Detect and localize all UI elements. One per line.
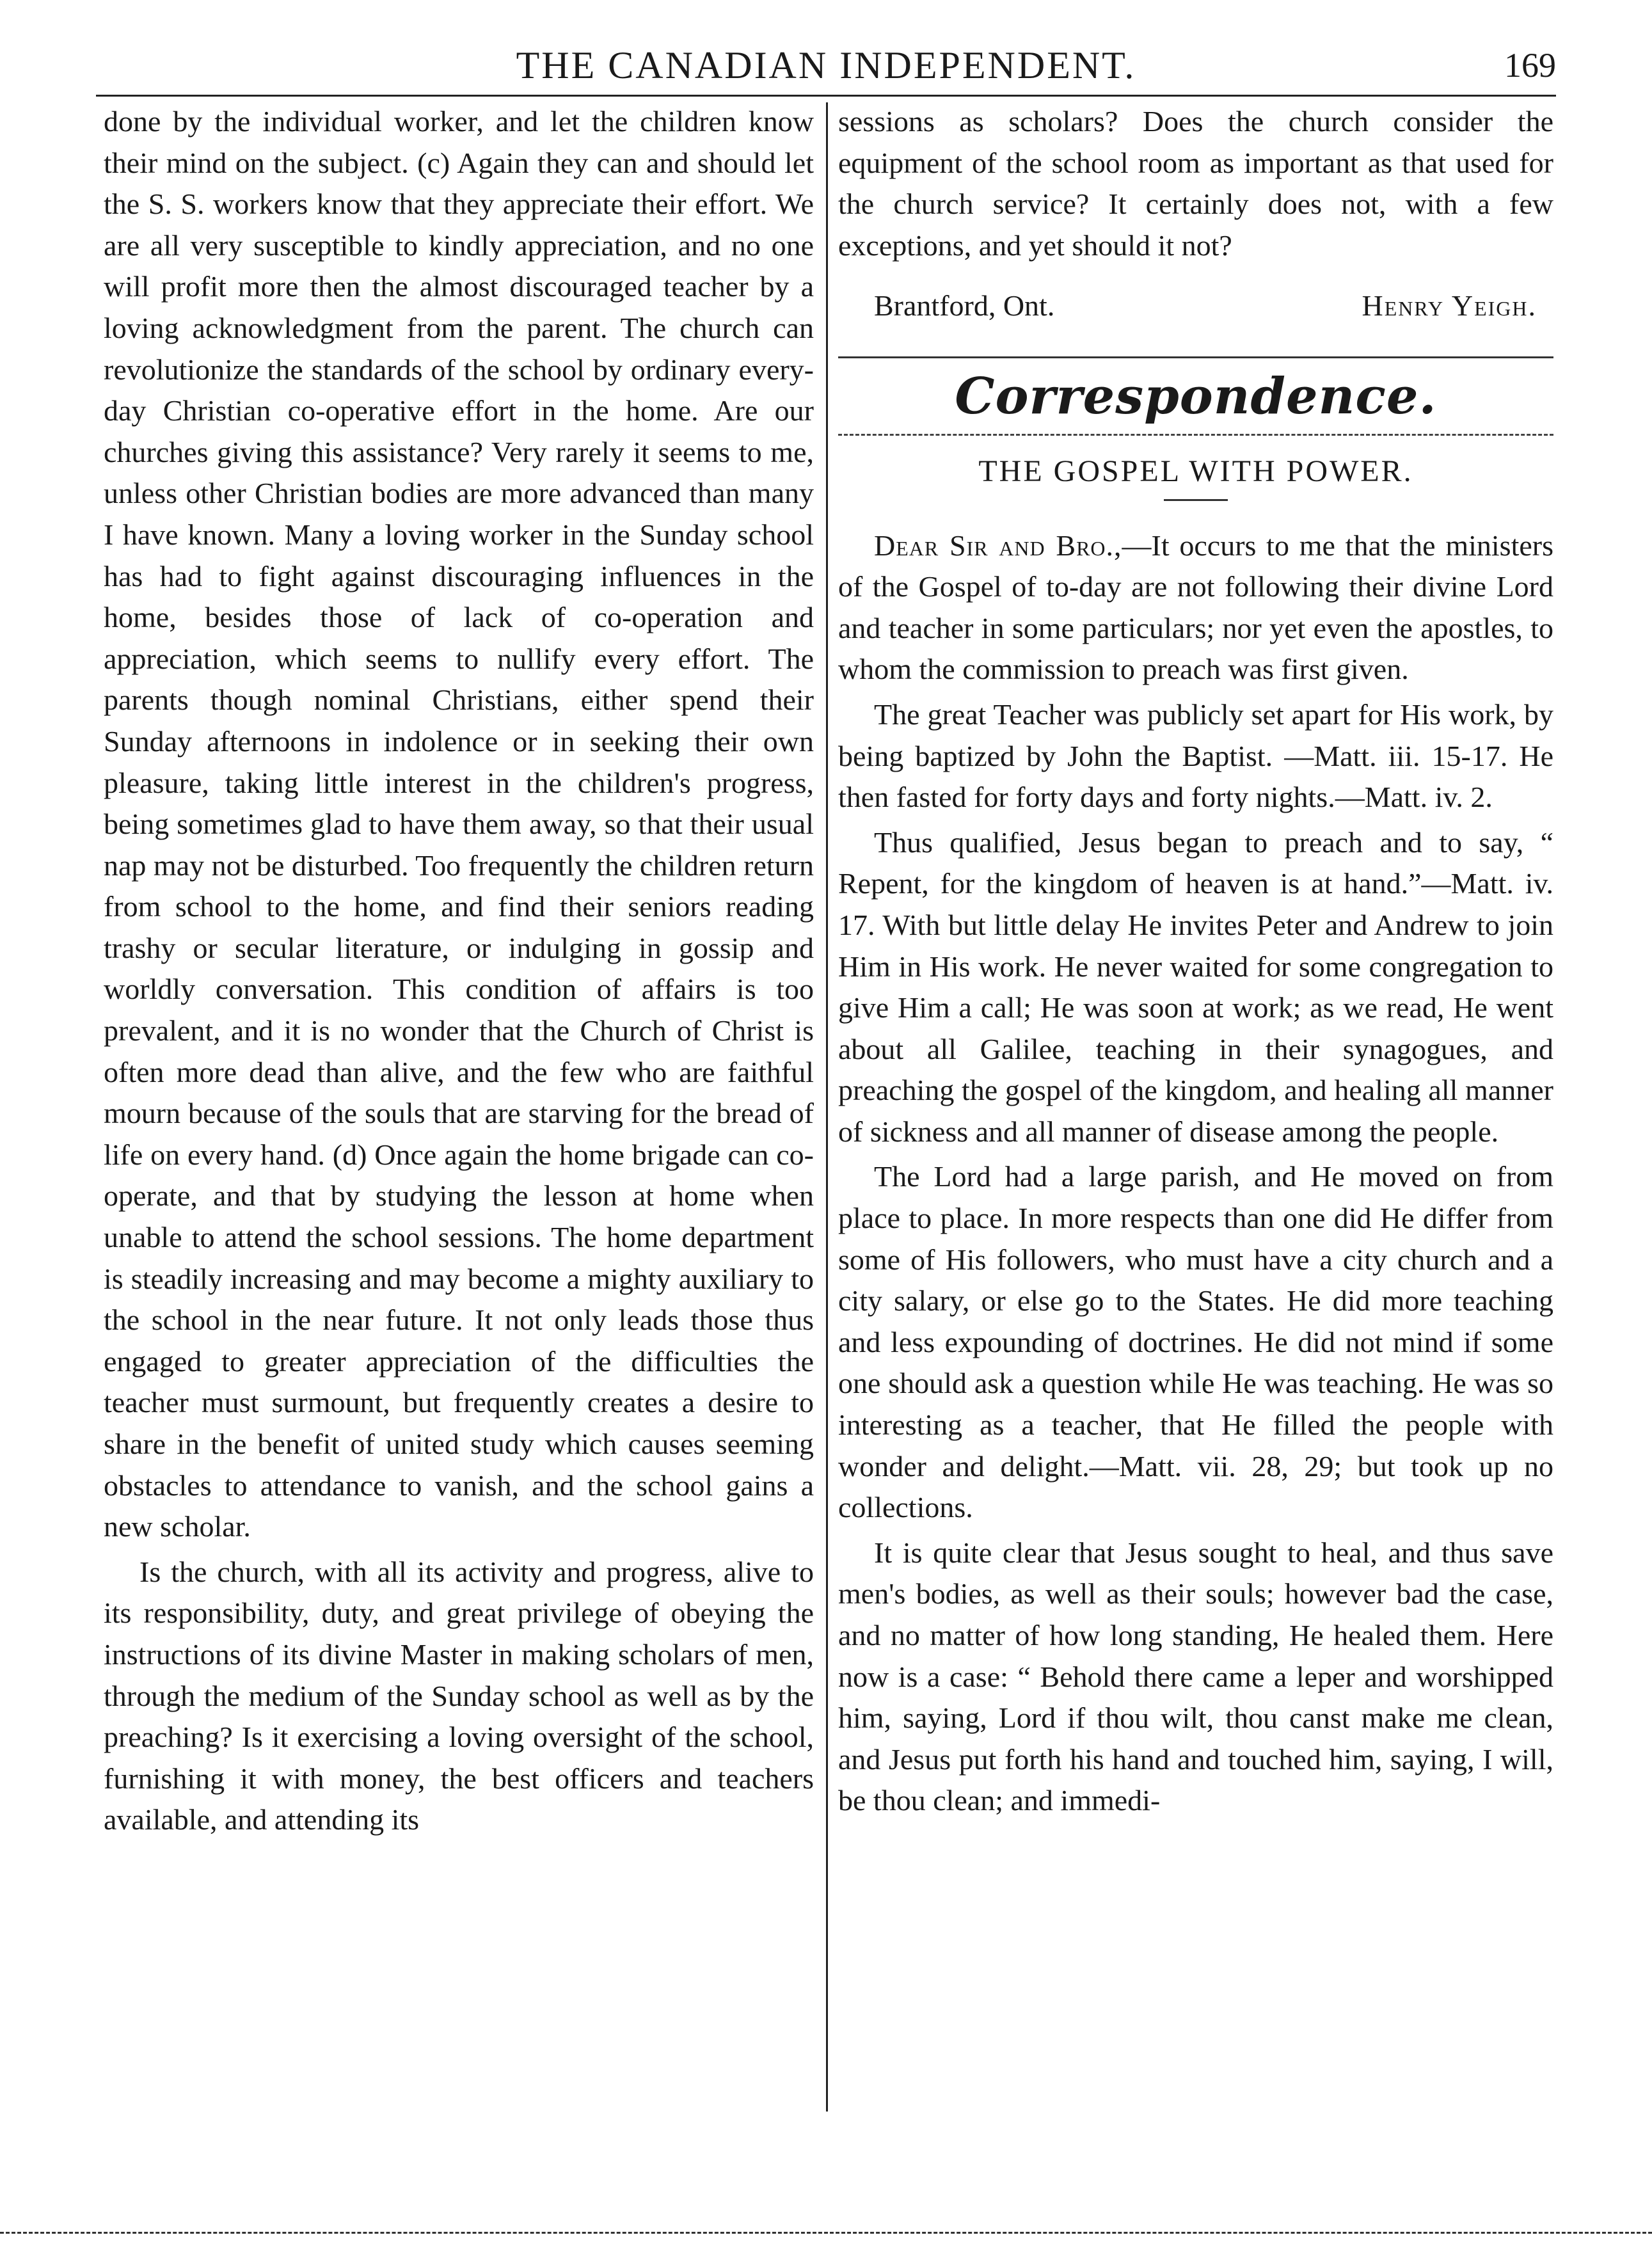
first-paragraph-text: —It occurs to me that the ministers of the Gospel of to-day are not following their divine Lord and teacher in some particulars; nor yet even the apostles, to whom the commission to preach was first given. bbox=[838, 529, 1554, 686]
article-title: THE GOSPEL WITH POWER. bbox=[978, 454, 1413, 488]
continuation-paragraph: sessions as scholars? Does the church consider the equipment of the school room as important as that used for the church service? It certainly does not, with a few exceptions, and yet should it not? bbox=[838, 105, 1553, 262]
right-paragraph: Thus qualified, Jesus began to preach and to say, “ Repent, for the kingdom of heaven is at hand.”—Matt. iv. 17. With but little delay He invites Peter and Andrew to join Him in His work. He never waited for some congregation to give Him a call; He was soon at work; as we read, He went about all Galilee, teaching in their synagogues, and preaching the gospel of the kingdom, and healing all manner of sickness and all manner of disease among the people. bbox=[838, 825, 1553, 1148]
left-column bbox=[104, 101, 814, 1841]
first-paragraph bbox=[838, 525, 1553, 690]
running-head bbox=[96, 40, 1556, 91]
running-title: THE CANADIAN INDEPENDENT. bbox=[516, 44, 1136, 86]
right-column bbox=[838, 101, 1553, 1822]
title-dash-rule bbox=[1164, 499, 1228, 501]
salutation: Dear Sir and Bro., bbox=[874, 529, 1122, 562]
signoff bbox=[838, 285, 1553, 327]
section-rule-top bbox=[838, 356, 1553, 358]
page-number: 169 bbox=[1504, 46, 1556, 84]
left-paragraph: Is the church, with all its activity and progress, alive to its responsibility, duty, and great privilege of obeying the instructions of its divine Master in making scholars of men, through the medium of the Sunday school as well as by the preaching? Is it exercising a loving oversight of the school, furnishing it with money, the best officers and teachers available, and attending its bbox=[104, 1555, 814, 1836]
section-rule-bottom bbox=[838, 434, 1553, 436]
right-paragraph: The Lord had a large parish, and He moved on from place to place. In more respects than one did He differ from some of His followers, who must have a city church and a city salary, or else go to the States. He did more teaching and less expounding of doctrines. He did not mind if some one should ask a question while He was teaching. He was so interesting as a teacher, that He filled the people with wonder and delight.—Matt. vii. 28, 29; but took up no collections. bbox=[838, 1160, 1553, 1524]
footer-rule bbox=[0, 2232, 1652, 2234]
header-rule bbox=[96, 95, 1556, 97]
section-heading: Correspondence. bbox=[955, 367, 1437, 426]
signoff-place: Brantford, Ont. bbox=[874, 289, 1055, 322]
column-rule bbox=[826, 102, 828, 2112]
right-paragraph: The great Teacher was publicly set apart for His work, by being baptized by John the Baptist. —Matt. iii. 15-17. He then fasted for forty days and forty nights.—Matt. iv. 2. bbox=[838, 697, 1553, 814]
right-paragraph: It is quite clear that Jesus sought to heal, and thus save men's bodies, as well as their souls; however bad the case, and no matter of how long standing, He healed them. Here now is a case: “ Behold there came a leper and worshipped him, saying, Lord if thou wilt, thou canst make me clean, and Jesus put forth his hand and touched him, saying, I will, be thou clean; and immedi- bbox=[838, 1536, 1553, 1817]
signoff-author: Henry Yeigh. bbox=[1362, 289, 1537, 322]
left-paragraph: done by the individual worker, and let the children know their mind on the subject. (c) Again they can and should let the S. S. workers know that they appreciate their effort. We are all very susceptible to kindly appreciation, and no one will profit more then the almost discouraged teacher by a loving acknowledgment from the parent. The church can revolutionize the standards of the school by ordinary every-day Christian co-operative effort in the home. Are our churches giving this assistance? Very rarely it seems to me, unless other Christian bodies are more advanced than many I have known. Many a loving worker in the Sunday school has had to fight against discouraging influences in the home, besides those of lack of co-operation and appreciation, which seems to nullify every effort. The parents though nominal Christians, either spend their Sunday afternoons in indolence or in seeking their own pleasure, taking little interest in the children's progress, being sometimes glad to have them away, so that their usual nap may not be disturbed. Too frequently the children return from school to the home, and find their seniors reading trashy or secular literature, or indulging in gossip and worldly conversation. This condition of affairs is too prevalent, and it is no wonder that the Church of Christ is often more dead than alive, and the few who are faithful mourn because of the souls that are starving for the bread of life on every hand. (d) Once again the home brigade can co-operate, and that by studying the lesson at home when unable to attend the school sessions. The home department is steadily increasing and may become a mighty auxiliary to the school in the near future. It not only leads those thus engaged to greater appreciation of the difficulties the teacher must surmount, but frequently creates a desire to share in the benefit of united study which causes seeming obstacles to attendance to vanish, and the school gains a new scholar. bbox=[104, 105, 814, 1543]
